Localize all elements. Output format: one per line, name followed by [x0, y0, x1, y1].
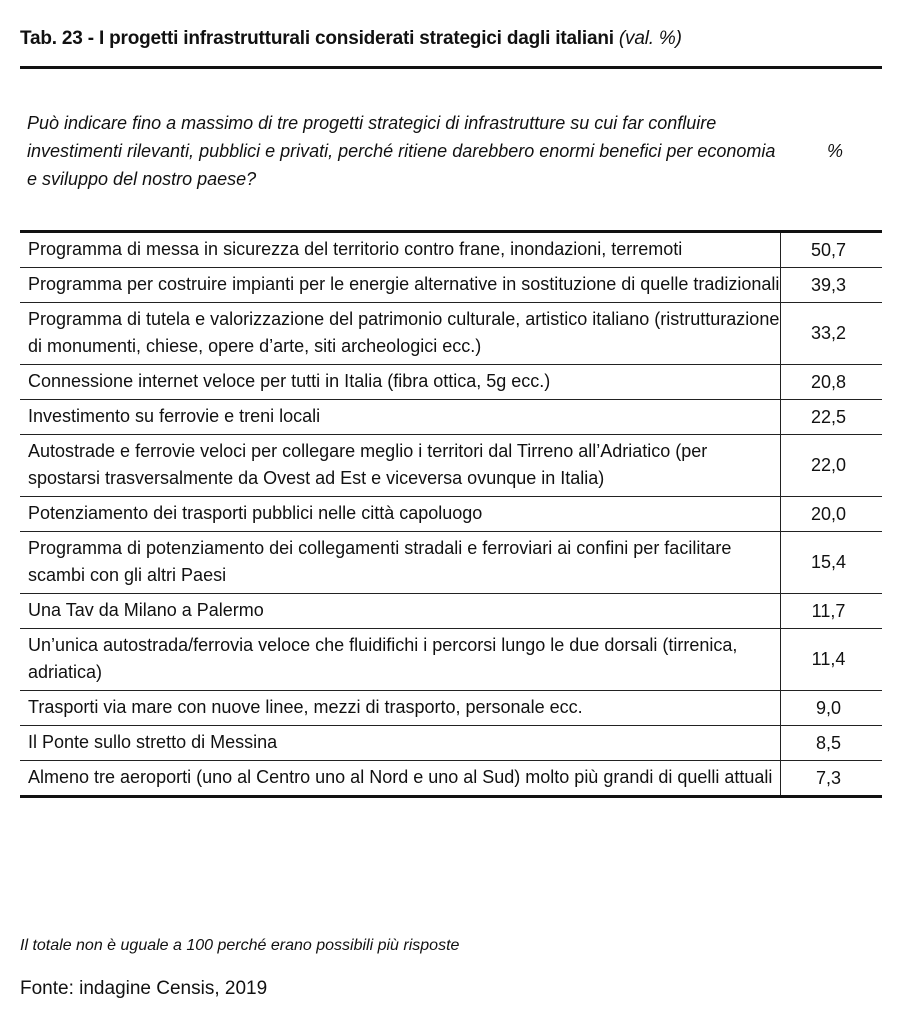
row-label: Programma di tutela e valorizzazione del patrimonio culturale, artistico italiano (ristrutturazione di monumenti, chiese, opere d’arte, siti archeologici ecc.) — [20, 303, 781, 365]
table-row — [20, 497, 882, 532]
table-row — [20, 629, 882, 691]
table-row — [20, 594, 882, 629]
table-row — [20, 435, 882, 497]
row-value: 50,7 — [781, 232, 883, 268]
row-label: Autostrade e ferrovie veloci per collegare meglio i territori dal Tirreno all’Adriatico (per spostarsi trasversalmente da Ovest ad Est e viceversa ovunque in Italia) — [20, 435, 781, 497]
row-label: Un’unica autostrada/ferrovia veloce che fluidifichi i percorsi lungo le due dorsali (tirrenica, adriatica) — [20, 629, 781, 691]
table-row — [20, 726, 882, 761]
table-row — [20, 303, 882, 365]
row-value: 11,4 — [781, 629, 883, 691]
row-label: Trasporti via mare con nuove linee, mezzi di trasporto, personale ecc. — [20, 691, 781, 726]
table-row — [20, 268, 882, 303]
row-value: 20,8 — [781, 365, 883, 400]
footnote: Il totale non è uguale a 100 perché erano possibili più risposte — [20, 937, 460, 954]
table-row — [20, 532, 882, 594]
row-label: Investimento su ferrovie e treni locali — [20, 400, 781, 435]
table-title-text: Tab. 23 - I progetti infrastrutturali considerati strategici dagli italiani — [20, 28, 614, 49]
table-row — [20, 691, 882, 726]
row-value: 20,0 — [781, 497, 883, 532]
table-row — [20, 400, 882, 435]
row-label: Programma per costruire impianti per le energie alternative in sostituzione di quelle tradizionali — [20, 268, 781, 303]
table-row — [20, 365, 882, 400]
row-value: 15,4 — [781, 532, 883, 594]
table-title — [20, 28, 890, 50]
row-value: 22,0 — [781, 435, 883, 497]
row-value: 11,7 — [781, 594, 883, 629]
top-rule — [20, 66, 882, 69]
table-row — [20, 232, 882, 268]
source-note: Fonte: indagine Censis, 2019 — [20, 978, 268, 999]
row-label: Potenziamento dei trasporti pubblici nelle città capoluogo — [20, 497, 781, 532]
row-value: 9,0 — [781, 691, 883, 726]
row-label: Connessione internet veloce per tutti in Italia (fibra ottica, 5g ecc.) — [20, 365, 781, 400]
results-table — [20, 230, 882, 798]
row-label: Una Tav da Milano a Palermo — [20, 594, 781, 629]
row-value: 7,3 — [781, 761, 883, 797]
row-label: Programma di messa in sicurezza del territorio contro frane, inondazioni, terremoti — [20, 232, 781, 268]
row-value: 8,5 — [781, 726, 883, 761]
percent-column-header: % — [826, 141, 843, 161]
row-label: Il Ponte sullo stretto di Messina — [20, 726, 781, 761]
row-value: 33,2 — [781, 303, 883, 365]
table-title-unit: (val. %) — [618, 28, 682, 49]
row-label: Programma di potenziamento dei collegamenti stradali e ferroviari ai confini per facilitare scambi con gli altri Paesi — [20, 532, 781, 594]
survey-question: Può indicare fino a massimo di tre progetti strategici di infrastrutture su cui far confluire investimenti rilevanti, pubblici e privati, perché ritiene darebbero enormi benefici per economia e sviluppo del nostro paese? — [27, 113, 776, 189]
row-value: 39,3 — [781, 268, 883, 303]
results-table-body — [20, 232, 882, 797]
table-row — [20, 761, 882, 797]
row-value: 22,5 — [781, 400, 883, 435]
row-label: Almeno tre aeroporti (uno al Centro uno al Nord e uno al Sud) molto più grandi di quelli attuali — [28, 767, 773, 787]
